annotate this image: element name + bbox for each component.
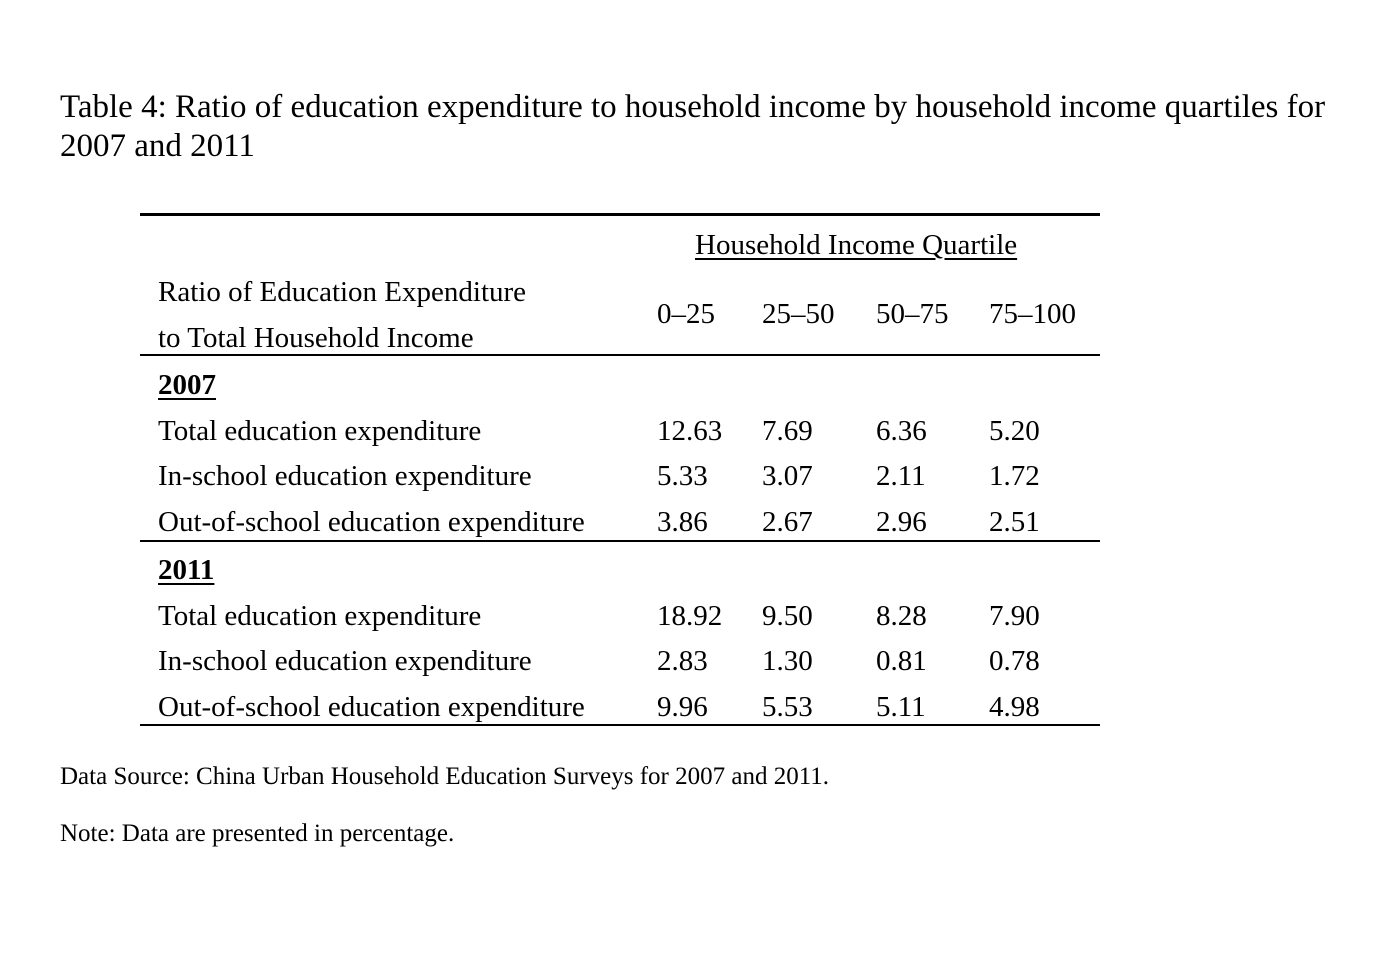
stub-header-line-1: Ratio of Education Expenditure xyxy=(158,276,527,308)
table-cell: 8.28 xyxy=(876,600,927,632)
table-cell: 1.72 xyxy=(989,460,1040,492)
table-cell: 0.78 xyxy=(989,645,1040,677)
table-cell: 2.67 xyxy=(762,506,813,538)
table-cell: 5.53 xyxy=(762,691,813,723)
data-source-note: Data Source: China Urban Household Education Surveys for 2007 and 2011. xyxy=(60,763,830,790)
table-cell: 6.36 xyxy=(876,415,927,447)
row-label: Out-of-school education expenditure xyxy=(158,691,585,723)
table-cell: 12.63 xyxy=(657,415,723,447)
unit-note: Note: Data are presented in percentage. xyxy=(60,820,455,847)
table-cell: 2.11 xyxy=(876,460,926,492)
table-cell: 7.69 xyxy=(762,415,813,447)
table-caption: Table 4: Ratio of education expenditure to household income by household income quartiles for 2007 and 2011 xyxy=(60,89,1326,164)
table-bottom-rule xyxy=(140,724,1100,726)
table-cell: 9.50 xyxy=(762,600,813,632)
row-label: Total education expenditure xyxy=(158,600,482,632)
stub-header-line-2: to Total Household Income xyxy=(158,322,474,354)
table-cell: 5.33 xyxy=(657,460,708,492)
group-year-2011: 2011 xyxy=(158,554,215,586)
table-cell: 2.51 xyxy=(989,506,1040,538)
table-cell: 5.11 xyxy=(876,691,926,723)
table-cell: 3.86 xyxy=(657,506,708,538)
quartile-spanner-header: Household Income Quartile xyxy=(695,229,1018,261)
table-cell: 18.92 xyxy=(657,600,723,632)
table-cell: 5.20 xyxy=(989,415,1040,447)
table-cell: 2.83 xyxy=(657,645,708,677)
header-bottom-rule xyxy=(140,354,1100,356)
table-cell: 4.98 xyxy=(989,691,1040,723)
table-top-rule xyxy=(140,213,1100,216)
row-label: Out-of-school education expenditure xyxy=(158,506,585,538)
table-cell: 2.96 xyxy=(876,506,927,538)
row-label: In-school education expenditure xyxy=(158,460,532,492)
table-cell: 0.81 xyxy=(876,645,927,677)
group-separator-rule xyxy=(140,540,1100,542)
row-label: In-school education expenditure xyxy=(158,645,532,677)
table-cell: 1.30 xyxy=(762,645,813,677)
column-header-0-25: 0–25 xyxy=(657,298,715,330)
table-cell: 3.07 xyxy=(762,460,813,492)
column-header-25-50: 25–50 xyxy=(762,298,835,330)
column-header-50-75: 50–75 xyxy=(876,298,949,330)
table-cell: 9.96 xyxy=(657,691,708,723)
table-cell: 7.90 xyxy=(989,600,1040,632)
column-header-75-100: 75–100 xyxy=(989,298,1076,330)
row-label: Total education expenditure xyxy=(158,415,482,447)
group-year-2007: 2007 xyxy=(158,369,216,401)
